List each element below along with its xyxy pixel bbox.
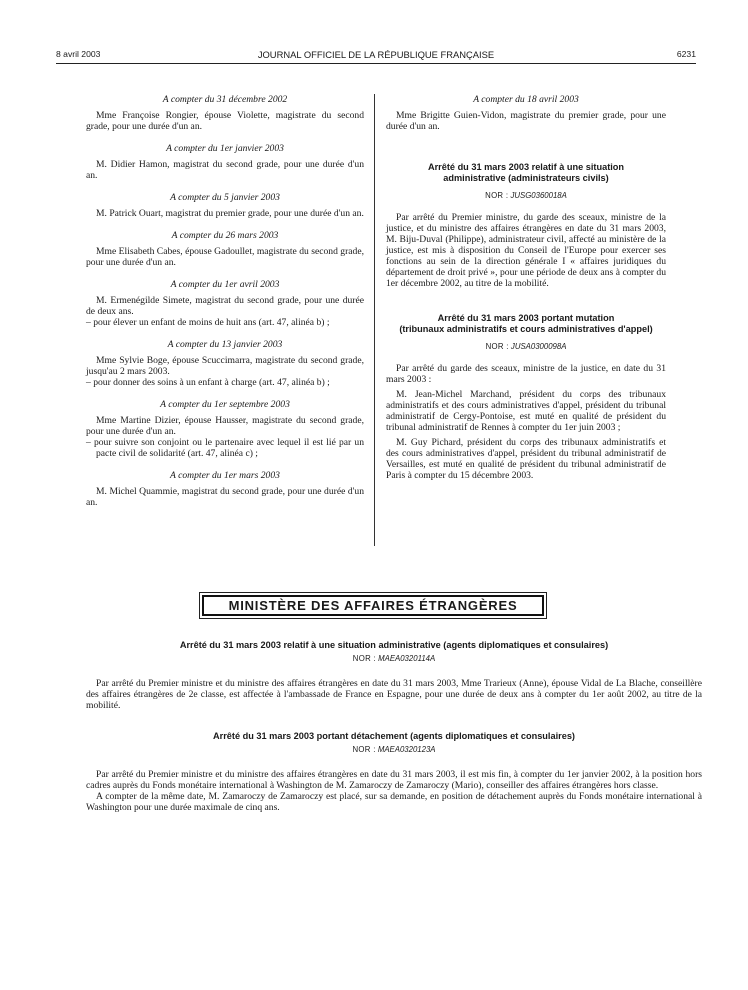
effective-date: A compter du 31 décembre 2002 — [162, 94, 288, 105]
list-item — [86, 192, 364, 219]
arrete-block — [86, 640, 702, 711]
list-item — [86, 470, 364, 508]
nor-reference — [386, 190, 666, 201]
nor-code: JUSA0300098A — [510, 342, 567, 351]
list-item — [86, 94, 364, 132]
effective-date: A compter du 13 janvier 2003 — [167, 339, 283, 350]
nor-label: NOR : — [485, 191, 509, 200]
list-item — [86, 339, 364, 388]
effective-date: A compter du 1er janvier 2003 — [166, 143, 284, 154]
page-number: 6231 — [676, 49, 696, 59]
entry-text: Mme Martine Dizier, épouse Hausser, magistrate du second grade, pour une durée d'un an. — [86, 415, 364, 437]
arrete-text: Par arrêté du Premier ministre, du garde des sceaux, ministre de la justice, et du ministre des affaires étrangères en date du 31 mars 2003, M. Biju-Duval (Philippe), administrateur civil, affecté au ministère de la justice, est mis à disposition du Conseil de l'Europe pour exercer ses fonctions au sein de la direction générale I « affaires juridiques du département de droit privé », pour une période de deux ans à compter du 1er décembre 2002, au titre de la mobilité. — [386, 212, 666, 289]
effective-date: A compter du 1er septembre 2003 — [160, 399, 290, 410]
arrete-title: (tribunaux administratifs et cours administratives d'appel) — [399, 324, 653, 334]
reason-text: – pour donner des soins à un enfant à charge (art. 47, alinéa b) ; — [86, 377, 330, 388]
effective-date: A compter du 26 mars 2003 — [171, 230, 279, 241]
nor-code: MAEA0320114A — [378, 654, 436, 663]
arrete-paragraph: M. Jean-Michel Marchand, président du corps des tribunaux administratifs et des cours administratives d'appel, président du tribunal administratif de Cergy-Pontoise, est muté en qualité de président du tribunal administratif de Rennes à compter du 1er juin 2003 ; — [386, 389, 666, 433]
effective-date: A compter du 1er mars 2003 — [170, 470, 280, 481]
nor-code: JUSG0360018A — [510, 191, 567, 200]
header-date: 8 avril 2003 — [56, 49, 101, 59]
nor-reference — [86, 653, 702, 664]
entry-text: Mme Sylvie Boge, épouse Scuccimarra, magistrate du second grade, jusqu'au 2 mars 2003. — [86, 355, 364, 377]
right-column — [386, 94, 666, 481]
nor-reference — [86, 744, 702, 755]
nor-label: NOR : — [485, 342, 509, 351]
nor-code: MAEA0320123A — [377, 745, 436, 754]
effective-date: A compter du 1er avril 2003 — [170, 279, 280, 290]
journal-title: JOURNAL OFFICIEL DE LA RÉPUBLIQUE FRANÇAISE — [257, 49, 495, 60]
column-divider — [374, 94, 375, 546]
nor-label: NOR : — [352, 654, 376, 663]
arrete-title: administrative (administrateurs civils) — [443, 173, 609, 183]
reason-text: – pour suivre son conjoint ou le partenaire avec lequel il est lié par un pacte civil de solidarité (art. 47, alinéa c) ; — [86, 437, 364, 459]
entry-text: Mme Françoise Rongier, épouse Violette, magistrate du second grade, pour une durée d'un an. — [86, 110, 364, 132]
list-item — [86, 230, 364, 268]
arrete-title: Arrêté du 31 mars 2003 portant détachement (agents diplomatiques et consulaires) — [213, 731, 575, 741]
arrete-block — [386, 313, 666, 481]
reason-text: – pour élever un enfant de moins de huit ans (art. 47, alinéa b) ; — [86, 317, 330, 328]
ministry-heading — [199, 592, 547, 619]
page-header — [56, 49, 696, 63]
effective-date: A compter du 5 janvier 2003 — [170, 192, 280, 203]
arrete-paragraph: Par arrêté du Premier ministre et du ministre des affaires étrangères en date du 31 mars 2003, il est mis fin, à compter du 1er janvier 2002, à la position hors cadres auprès du Fonds monétaire international à Washington de M. Zamaroczy de Zamaroczy (Mario), conseiller des affaires étrangères hors classe. — [86, 769, 702, 791]
effective-date: A compter du 18 avril 2003 — [473, 94, 579, 105]
arrete-title: Arrêté du 31 mars 2003 portant mutation — [437, 313, 615, 323]
list-item — [386, 94, 666, 132]
arrete-title: Arrêté du 31 mars 2003 relatif à une situation — [427, 162, 625, 172]
arrete-paragraph: A compter de la même date, M. Zamaroczy de Zamaroczy est placé, sur sa demande, en position de détachement auprès du Fonds monétaire international à Washington pour une durée maximale de cinq ans. — [86, 791, 702, 813]
entry-text: M. Patrick Ouart, magistrat du premier grade, pour une durée d'un an. — [96, 208, 364, 219]
nor-reference — [386, 341, 666, 352]
arrete-block — [386, 162, 666, 289]
entry-text: M. Michel Quammie, magistrat du second grade, pour une durée d'un an. — [86, 486, 364, 508]
left-column — [86, 94, 364, 519]
list-item — [86, 143, 364, 181]
arrete-intro: Par arrêté du garde des sceaux, ministre de la justice, en date du 31 mars 2003 : — [386, 363, 666, 385]
arrete-text: Par arrêté du Premier ministre et du ministre des affaires étrangères en date du 31 mars 2003, Mme Trarieux (Anne), épouse Vidal de La Blache, conseillère des affaires étrangères de 2e classe, est affectée à l'ambassade de France en Espagne, pour une durée de deux ans à compter du 1er août 2002, au titre de la mobilité. — [86, 678, 702, 711]
list-item — [86, 279, 364, 328]
ministry-title: MINISTÈRE DES AFFAIRES ÉTRANGÈRES — [202, 595, 544, 616]
arrete-block — [86, 731, 702, 813]
list-item — [86, 399, 364, 459]
nor-label: NOR : — [352, 745, 376, 754]
entry-text: M. Ermenégilde Simete, magistrat du second grade, pour une durée de deux ans. — [86, 295, 364, 317]
entry-text: M. Didier Hamon, magistrat du second grade, pour une durée d'un an. — [86, 159, 364, 181]
arrete-title: Arrêté du 31 mars 2003 relatif à une situation administrative (agents diplomatiques et consulaires) — [179, 640, 609, 650]
entry-text: Mme Brigitte Guien-Vidon, magistrate du premier grade, pour une durée d'un an. — [386, 110, 666, 132]
header-rule — [56, 63, 696, 64]
arrete-paragraph: M. Guy Pichard, président du corps des tribunaux administratifs et des cours administratives d'appel, président du tribunal administratif de Versailles, est muté en qualité de président du tribunal administratif de Paris à compter du 15 décembre 2003. — [386, 437, 666, 481]
entry-text: Mme Elisabeth Cabes, épouse Gadoullet, magistrate du second grade, pour une durée d'un an. — [86, 246, 364, 268]
